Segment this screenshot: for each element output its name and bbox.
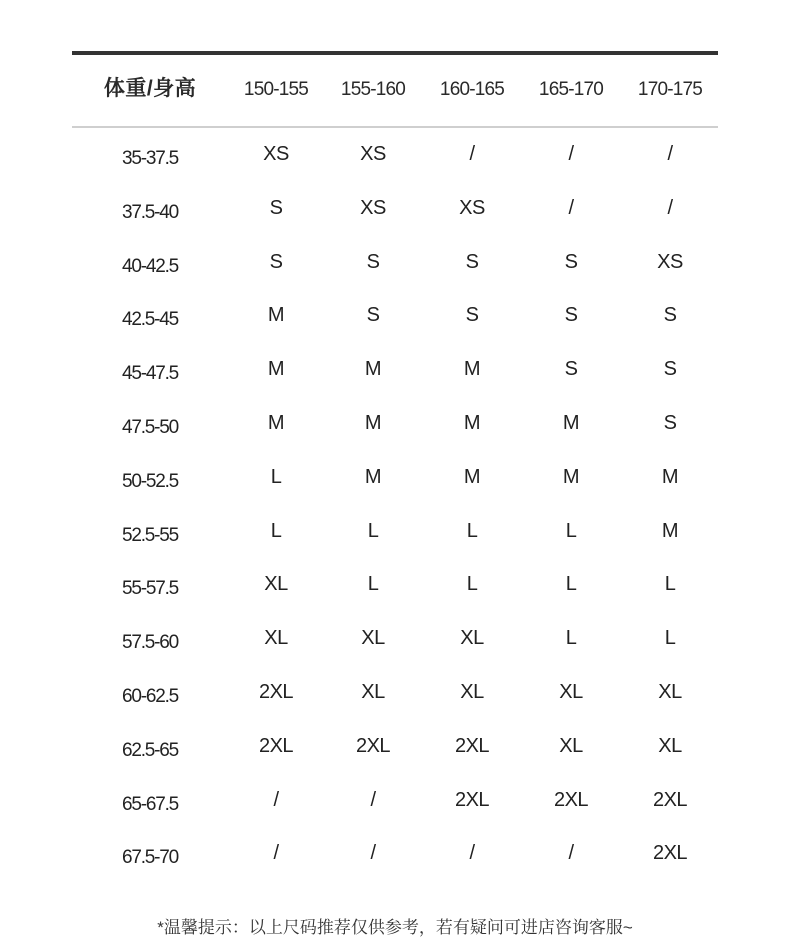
size-cell: XL [658,681,682,703]
size-cell: L [466,519,478,542]
size-cell: XL [559,734,583,757]
size-cell: / [667,196,673,219]
size-cell: / [568,842,574,865]
weight-range-cell: 62.5-65 [121,739,179,761]
table-row [0,507,790,561]
table-row [0,560,790,614]
size-cell: / [370,788,376,811]
header-height-column: 170-175 [637,79,703,100]
header-height-column: 165-170 [538,79,604,100]
table-row [0,614,790,668]
size-cell: 2XL [553,788,589,811]
size-cell: L [664,573,676,596]
size-cell: S [564,304,578,327]
size-cell: M [562,412,580,434]
size-cell: S [564,250,578,273]
size-cell: M [661,465,679,488]
size-cell: XL [658,734,682,757]
size-cell: / [667,143,673,165]
size-cell: / [469,143,475,165]
footer-note: *温馨提示：以上尺码推荐仅供参考，若有疑问可进店咨询客服~ [157,918,633,937]
size-cell: 2XL [258,734,294,757]
size-cell: / [469,842,475,865]
table-header-row [0,72,790,110]
size-cell: S [465,304,479,327]
table-row [0,238,790,292]
size-cell: M [364,358,382,381]
size-cell: XS [657,250,683,273]
size-cell: M [267,412,285,434]
weight-range-cell: 40-42.5 [121,255,179,277]
table-top-rule [72,51,718,55]
size-cell: L [270,519,282,542]
table-row [0,184,790,238]
size-cell: S [663,358,677,381]
size-cell: 2XL [652,788,688,811]
size-cell: XL [460,681,484,703]
size-cell: M [267,304,285,327]
weight-range-cell: 55-57.5 [121,578,179,600]
weight-range-cell: 50-52.5 [121,470,179,492]
table-row [0,722,790,776]
size-cell: S [564,358,578,381]
table-row [0,345,790,399]
size-cell: 2XL [454,734,490,757]
header-corner-label: 体重/身高 [103,77,197,100]
weight-range-cell: 65-67.5 [121,793,179,815]
weight-range-cell: 60-62.5 [121,686,179,707]
size-cell: M [364,412,382,434]
size-cell: S [366,304,380,327]
table-row [0,130,790,184]
weight-range-cell: 35-37.5 [121,148,179,169]
weight-range-cell: 47.5-50 [121,417,179,438]
size-cell: 2XL [454,788,490,811]
size-cell: / [273,842,279,865]
size-cell: S [366,250,380,273]
size-cell: / [370,842,376,865]
size-cell: / [568,196,574,219]
weight-range-cell: 52.5-55 [121,524,179,546]
size-cell: M [267,358,285,381]
size-cell: XS [459,196,485,219]
size-cell: XL [264,627,288,650]
size-cell: XL [361,681,385,703]
size-cell: M [562,465,580,488]
size-cell: XS [360,143,386,165]
size-cell: L [664,627,676,650]
size-cell: L [565,627,577,650]
weight-range-cell: 45-47.5 [121,363,179,385]
size-cell: L [367,573,379,596]
size-cell: S [663,412,677,434]
header-height-column: 150-155 [243,79,309,100]
size-cell: 2XL [355,734,391,757]
size-cell: S [663,304,677,327]
table-row [0,399,790,453]
table-row [0,829,790,883]
size-cell: XL [559,681,583,703]
size-cell: M [364,465,382,488]
size-cell: S [465,250,479,273]
table-row [0,453,790,507]
size-cell: 2XL [258,681,294,703]
size-cell: S [269,250,283,273]
size-cell: XS [360,196,386,219]
weight-range-cell: 67.5-70 [121,847,179,869]
table-row [0,668,790,722]
weight-range-cell: 42.5-45 [121,309,179,331]
size-cell: M [661,519,679,542]
weight-range-cell: 37.5-40 [121,201,179,223]
size-cell: L [565,573,577,596]
size-cell: L [367,519,379,542]
size-cell: XS [263,143,289,165]
table-row [0,291,790,345]
weight-range-cell: 57.5-60 [121,632,179,654]
size-cell: M [463,358,481,381]
size-cell: L [565,519,577,542]
size-cell: 2XL [652,842,688,865]
size-cell: / [568,143,574,165]
size-cell: M [463,465,481,488]
size-cell: / [273,788,279,811]
size-cell: L [466,573,478,596]
size-cell: XL [264,573,288,596]
size-cell: S [269,196,283,219]
header-height-column: 160-165 [439,79,505,100]
table-row [0,776,790,830]
table-header-rule [72,126,718,128]
size-cell: XL [460,627,484,650]
size-cell: XL [361,627,385,650]
size-cell: M [463,412,481,434]
size-cell: L [270,465,282,488]
header-height-column: 155-160 [340,79,406,100]
